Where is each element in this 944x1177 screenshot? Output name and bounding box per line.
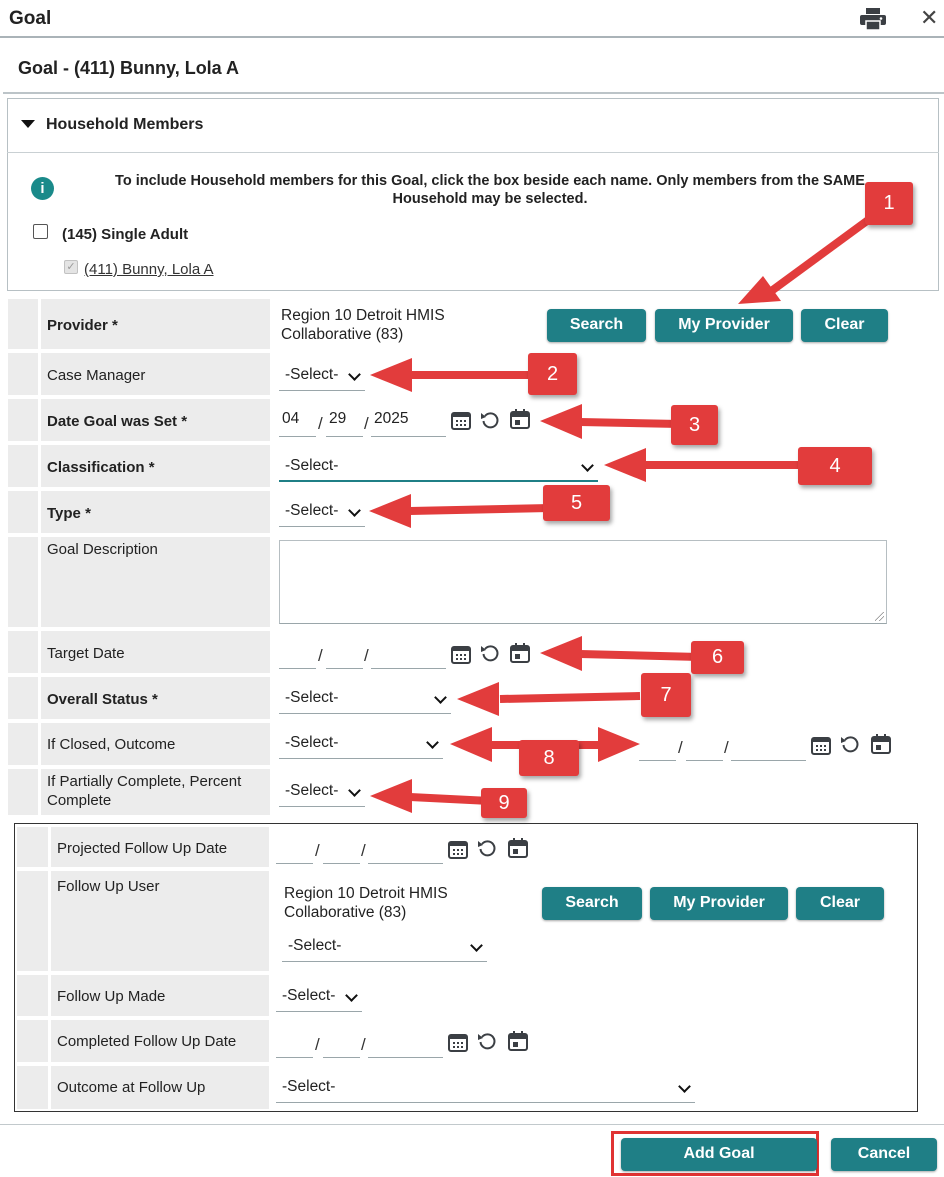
- page-title: Goal - (411) Bunny, Lola A: [18, 58, 240, 78]
- followup-user-select[interactable]: -Select-: [282, 930, 487, 962]
- callout-2: 2: [528, 353, 577, 395]
- if-closed-select[interactable]: -Select-: [279, 727, 443, 759]
- overall-status-label: Overall Status *: [47, 691, 158, 708]
- date-separator: /: [678, 738, 683, 757]
- completed-followup-label: Completed Follow Up Date: [57, 1033, 237, 1050]
- callout-7: 7: [641, 673, 691, 717]
- arrow-6-head: [540, 636, 582, 671]
- close-icon[interactable]: ✕: [920, 5, 939, 30]
- case-manager-label: Case Manager: [47, 367, 146, 384]
- outcome-followup-select[interactable]: -Select-: [276, 1071, 695, 1103]
- arrow-8-right-head: [598, 727, 640, 762]
- household-info-text: To include Household members for this Goal, click the box beside each name. Only members from the SAME Household may be selected.: [115, 173, 865, 207]
- classification-select[interactable]: -Select-: [279, 450, 598, 482]
- followup-made-select[interactable]: -Select-: [276, 980, 362, 1012]
- percent-complete-label: If Partially Complete, Percent Complete: [47, 773, 242, 809]
- date-set-year[interactable]: 2025: [371, 404, 446, 437]
- date-separator: /: [318, 646, 323, 665]
- provider-search-button[interactable]: Search: [547, 309, 646, 342]
- projected-followup-label: Projected Follow Up Date: [57, 840, 228, 857]
- followup-search-button[interactable]: Search: [542, 887, 642, 920]
- provider-label: Provider *: [47, 317, 118, 334]
- window-title: Goal: [9, 8, 52, 29]
- target-date-label: Target Date: [47, 645, 125, 662]
- date-separator: /: [364, 414, 369, 433]
- outcome-followup-label: Outcome at Follow Up: [57, 1079, 206, 1096]
- overall-status-select[interactable]: -Select-: [279, 682, 451, 714]
- followup-user-value: Region 10 Detroit HMIS Collaborative (83): [284, 885, 448, 921]
- type-select[interactable]: -Select-: [279, 495, 365, 527]
- date-separator: /: [315, 841, 320, 860]
- arrow-3-head: [540, 404, 582, 439]
- callout-8: 8: [519, 740, 579, 776]
- member-checkbox: ✓: [64, 260, 78, 274]
- member-link[interactable]: (411) Bunny, Lola A: [84, 261, 214, 278]
- provider-value: Region 10 Detroit HMIS Collaborative (83): [281, 307, 445, 343]
- followup-my-provider-button[interactable]: My Provider: [650, 887, 788, 920]
- followup-made-label: Follow Up Made: [57, 988, 166, 1005]
- callout-4: 4: [798, 447, 872, 485]
- date-separator: /: [318, 414, 323, 433]
- classification-label: Classification *: [47, 459, 155, 476]
- household-title[interactable]: Household Members: [46, 116, 204, 133]
- date-separator: /: [361, 841, 366, 860]
- provider-clear-button[interactable]: Clear: [801, 309, 888, 342]
- followup-user-label: Follow Up User: [57, 878, 160, 895]
- household-group-label: (145) Single Adult: [62, 226, 189, 243]
- arrow-2-head: [370, 358, 412, 392]
- percent-complete-select[interactable]: -Select-: [279, 775, 365, 807]
- arrow-9-head: [370, 779, 412, 813]
- arrow-4-head: [604, 448, 646, 482]
- callout-1: 1: [865, 182, 913, 225]
- add-goal-button[interactable]: Add Goal: [621, 1138, 817, 1171]
- date-separator: /: [724, 738, 729, 757]
- cancel-button[interactable]: Cancel: [831, 1138, 937, 1171]
- date-separator: /: [364, 646, 369, 665]
- callout-6: 6: [691, 641, 744, 674]
- date-goal-set-label: Date Goal was Set *: [47, 413, 188, 430]
- info-icon: i: [31, 177, 54, 200]
- arrow-8-left-head: [450, 727, 492, 762]
- type-label: Type *: [47, 505, 91, 522]
- callout-5: 5: [543, 485, 610, 521]
- my-provider-button[interactable]: My Provider: [655, 309, 793, 342]
- callout-3: 3: [671, 405, 718, 445]
- arrow-5-head: [369, 494, 411, 528]
- date-separator: /: [361, 1035, 366, 1054]
- followup-clear-button[interactable]: Clear: [796, 887, 884, 920]
- case-manager-select[interactable]: -Select-: [279, 359, 365, 391]
- if-closed-label: If Closed, Outcome: [47, 736, 176, 753]
- goal-description-label: Goal Description: [47, 541, 158, 558]
- date-set-day[interactable]: 29: [326, 404, 363, 437]
- arrow-7-head: [457, 682, 499, 716]
- date-set-month[interactable]: 04: [279, 404, 316, 437]
- date-separator: /: [315, 1035, 320, 1054]
- callout-9: 9: [481, 788, 527, 818]
